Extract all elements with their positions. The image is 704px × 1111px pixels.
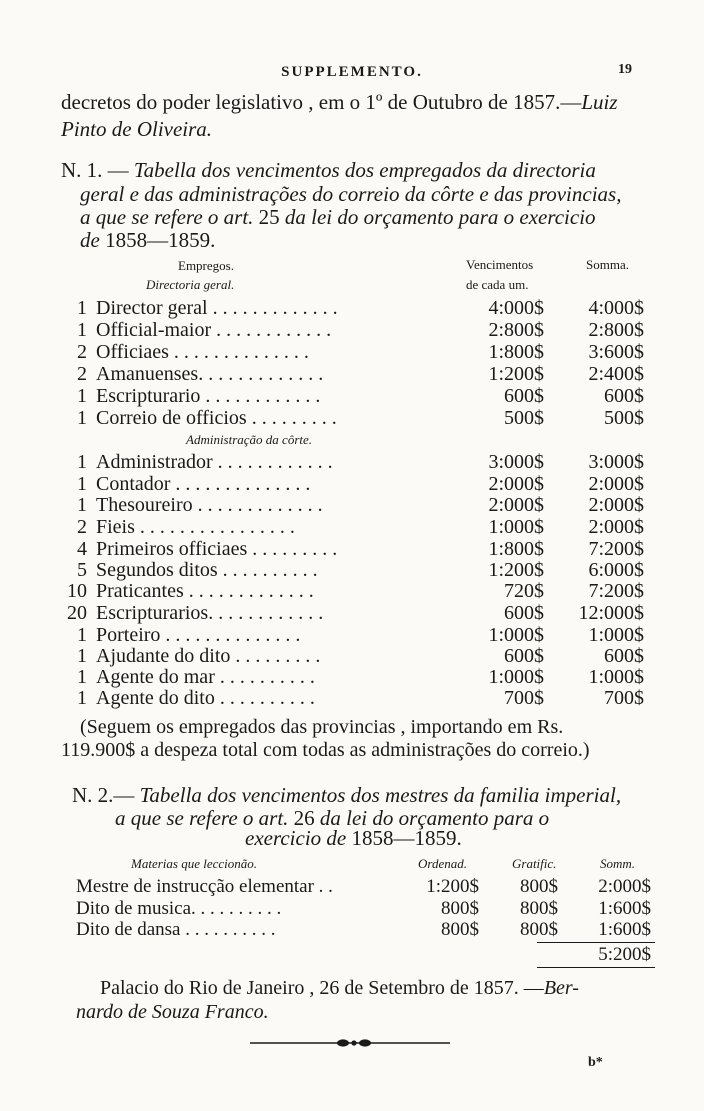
row-value-sum: 1:000$ (588, 624, 644, 646)
row-value-sum: 2:000$ (588, 516, 644, 538)
row-count: 5 (77, 559, 87, 581)
table-row (0, 919, 704, 941)
closing-line-2: nardo de Souza Franco. (76, 1001, 269, 1023)
row-count: 4 (77, 538, 87, 560)
row-count: 1 (77, 687, 87, 709)
row-value-sum: 500$ (604, 407, 644, 429)
table2-exercicio: exercicio de (245, 826, 347, 850)
intro-text: decretos do poder legislativo , em o 1º de Outubro de 1857.— (61, 90, 582, 114)
row-label: Primeiros officiaes . . . . . . . . . (96, 538, 338, 560)
table1-heading-line-3 (80, 205, 596, 230)
row-label: Escripturario . . . . . . . . . . . . (96, 385, 321, 407)
row-value-each: 1:200$ (488, 363, 544, 385)
row-value-each: 4:000$ (488, 297, 544, 319)
row-somma: 1:600$ (598, 919, 651, 940)
row-count: 2 (77, 516, 87, 538)
row-label: Director geral . . . . . . . . . . . . . (96, 297, 338, 319)
row-count: 1 (77, 407, 87, 429)
row-value-each: 1:200$ (488, 559, 544, 581)
table1-heading-line-1 (61, 158, 596, 183)
table-row (0, 898, 704, 920)
row-count: 1 (77, 385, 87, 407)
table2-total: 5:200$ (598, 944, 651, 965)
row-ordenado: 800$ (441, 919, 479, 940)
row-value-sum: 12:000$ (578, 602, 644, 624)
row-value-each: 1:800$ (488, 538, 544, 560)
table1-title: Tabella dos vencimentos dos empregados da directoria (133, 158, 596, 182)
table-row (0, 559, 704, 581)
table-row (0, 538, 704, 560)
table2-number: N. 2.— (72, 783, 135, 807)
table1-ref-text-2: da lei do orçamento para o exercicio (284, 205, 596, 229)
row-value-sum: 4:000$ (588, 297, 644, 319)
table1-de: de (80, 228, 100, 252)
table1-heading-line-2: geral e das administrações do correio da côrte e das provincias, (80, 182, 622, 206)
table-row (0, 580, 704, 602)
row-value-sum: 2:400$ (588, 363, 644, 385)
row-value-each: 600$ (504, 385, 544, 407)
row-label: Correio de officios . . . . . . . . . (96, 407, 337, 429)
row-count: 1 (77, 645, 87, 667)
row-count: 20 (67, 602, 87, 624)
row-label: Segundos ditos . . . . . . . . . . (96, 559, 318, 581)
row-label: Dito de dansa . . . . . . . . . . (76, 919, 276, 940)
table-row (0, 297, 704, 319)
row-label: Fieis . . . . . . . . . . . . . . . . (96, 516, 295, 538)
closing-signatory-start: Ber- (543, 977, 579, 999)
table-row (0, 341, 704, 363)
table-row (0, 624, 704, 646)
table-row (0, 494, 704, 516)
row-value-sum: 600$ (604, 385, 644, 407)
intro-author-start: Luiz (581, 90, 618, 114)
signature-mark: b* (588, 1055, 603, 1070)
row-value-sum: 2:000$ (588, 494, 644, 516)
table2-ref-text: a que se refere o art. (115, 806, 289, 830)
row-value-sum: 3:600$ (588, 341, 644, 363)
table-row (0, 666, 704, 688)
row-value-each: 600$ (504, 645, 544, 667)
row-value-sum: 2:800$ (588, 319, 644, 341)
table-row (0, 407, 704, 429)
row-somma: 1:600$ (598, 898, 651, 919)
row-count: 1 (77, 624, 87, 646)
section-directoria-geral: Directoria geral. (146, 277, 235, 292)
row-value-sum: 1:000$ (588, 666, 644, 688)
table2-years: 1858—1859. (351, 826, 462, 850)
row-value-each: 700$ (504, 687, 544, 709)
row-label: Amanuenses. . . . . . . . . . . . . (96, 363, 324, 385)
table-row (0, 473, 704, 495)
row-count: 1 (77, 666, 87, 688)
row-value-each: 1:000$ (488, 516, 544, 538)
total-rule-top (537, 942, 655, 943)
col-empregos: Empregos. (178, 258, 234, 273)
row-value-each: 1:000$ (488, 666, 544, 688)
ornament-divider (250, 1038, 450, 1048)
row-label: Agente do mar . . . . . . . . . . (96, 666, 315, 688)
row-somma: 2:000$ (598, 876, 651, 897)
row-count: 1 (77, 473, 87, 495)
row-value-each: 2:000$ (488, 473, 544, 495)
col-vencimentos: Vencimentos (466, 257, 534, 272)
row-label: Officiaes . . . . . . . . . . . . . . (96, 341, 309, 363)
row-gratificacao: 800$ (520, 919, 558, 940)
closing-place-date: Palacio do Rio de Janeiro , 26 de Setembro de 1857. — (100, 977, 544, 999)
table1-article-number: 25 (258, 205, 280, 229)
table2-heading-line-3 (245, 826, 462, 851)
table-row (0, 319, 704, 341)
row-value-each: 500$ (504, 407, 544, 429)
row-label: Contador . . . . . . . . . . . . . . (96, 473, 311, 495)
table2-article-number: 26 (293, 806, 315, 830)
table1-ref-text: a que se refere o art. (80, 205, 254, 229)
row-value-each: 720$ (504, 580, 544, 602)
table-row (0, 876, 704, 898)
intro-line-2: Pinto de Oliveira. (61, 117, 213, 141)
total-rule-bottom (537, 967, 655, 968)
table1-heading-line-4 (80, 228, 215, 253)
row-value-each: 2:800$ (488, 319, 544, 341)
row-value-each: 1:800$ (488, 341, 544, 363)
section-administracao-corte: Administração da côrte. (186, 432, 313, 447)
row-value-sum: 700$ (604, 687, 644, 709)
table1-note-line-2: 119.900$ a despeza total com todas as administrações do correio.) (61, 739, 590, 761)
row-label: Thesoureiro . . . . . . . . . . . . . (96, 494, 323, 516)
row-label: Agente do dito . . . . . . . . . . (96, 687, 315, 709)
row-gratificacao: 800$ (520, 876, 558, 897)
row-label: Praticantes . . . . . . . . . . . . . (96, 580, 314, 602)
table-row (0, 451, 704, 473)
page-number: 19 (618, 62, 632, 77)
page-header-title: SUPPLEMENTO. (281, 64, 423, 80)
col-ordenado: Ordenad. (418, 856, 467, 871)
table-row (0, 363, 704, 385)
table2-heading-line-1 (72, 783, 621, 808)
table1-number: N. 1. — (61, 158, 129, 182)
row-count: 1 (77, 297, 87, 319)
row-value-sum: 7:200$ (588, 580, 644, 602)
table1-note-line-1: (Seguem os empregados das provincias , importando em Rs. (80, 716, 564, 738)
row-count: 10 (67, 580, 87, 602)
table-row (0, 385, 704, 407)
row-value-sum: 600$ (604, 645, 644, 667)
table-row (0, 602, 704, 624)
row-value-each: 3:000$ (488, 451, 544, 473)
row-gratificacao: 800$ (520, 898, 558, 919)
row-value-sum: 2:000$ (588, 473, 644, 495)
table-row (0, 687, 704, 709)
col-de-cada-um: de cada um. (466, 277, 529, 292)
row-label: Mestre de instrucção elementar . . (76, 876, 333, 897)
row-value-sum: 7:200$ (588, 538, 644, 560)
col-gratificacao: Gratific. (512, 856, 557, 871)
row-label: Administrador . . . . . . . . . . . . (96, 451, 333, 473)
row-count: 2 (77, 363, 87, 385)
row-label: Ajudante do dito . . . . . . . . . (96, 645, 321, 667)
row-count: 1 (77, 319, 87, 341)
table-row (0, 516, 704, 538)
table-row (0, 645, 704, 667)
row-value-each: 600$ (504, 602, 544, 624)
row-count: 1 (77, 451, 87, 473)
col-somma-2: Somm. (600, 856, 636, 871)
row-value-sum: 3:000$ (588, 451, 644, 473)
row-label: Dito de musica. . . . . . . . . . (76, 898, 282, 919)
row-label: Official-maior . . . . . . . . . . . . (96, 319, 332, 341)
table2-title: Tabella dos vencimentos dos mestres da familia imperial, (139, 783, 622, 807)
table2-ref-text-2: da lei do orçamento para o (319, 806, 550, 830)
col-materias: Materias que leccionão. (131, 856, 257, 871)
col-somma: Somma. (586, 257, 629, 272)
closing-line-1 (100, 977, 579, 1000)
intro-line-1 (61, 90, 618, 115)
row-count: 1 (77, 494, 87, 516)
row-count: 2 (77, 341, 87, 363)
row-label: Escripturarios. . . . . . . . . . . . (96, 602, 324, 624)
row-ordenado: 800$ (441, 898, 479, 919)
row-value-each: 2:000$ (488, 494, 544, 516)
table1-years: 1858—1859. (105, 228, 216, 252)
row-value-sum: 6:000$ (588, 559, 644, 581)
row-ordenado: 1:200$ (426, 876, 479, 897)
row-value-each: 1:000$ (488, 624, 544, 646)
row-label: Porteiro . . . . . . . . . . . . . . (96, 624, 301, 646)
